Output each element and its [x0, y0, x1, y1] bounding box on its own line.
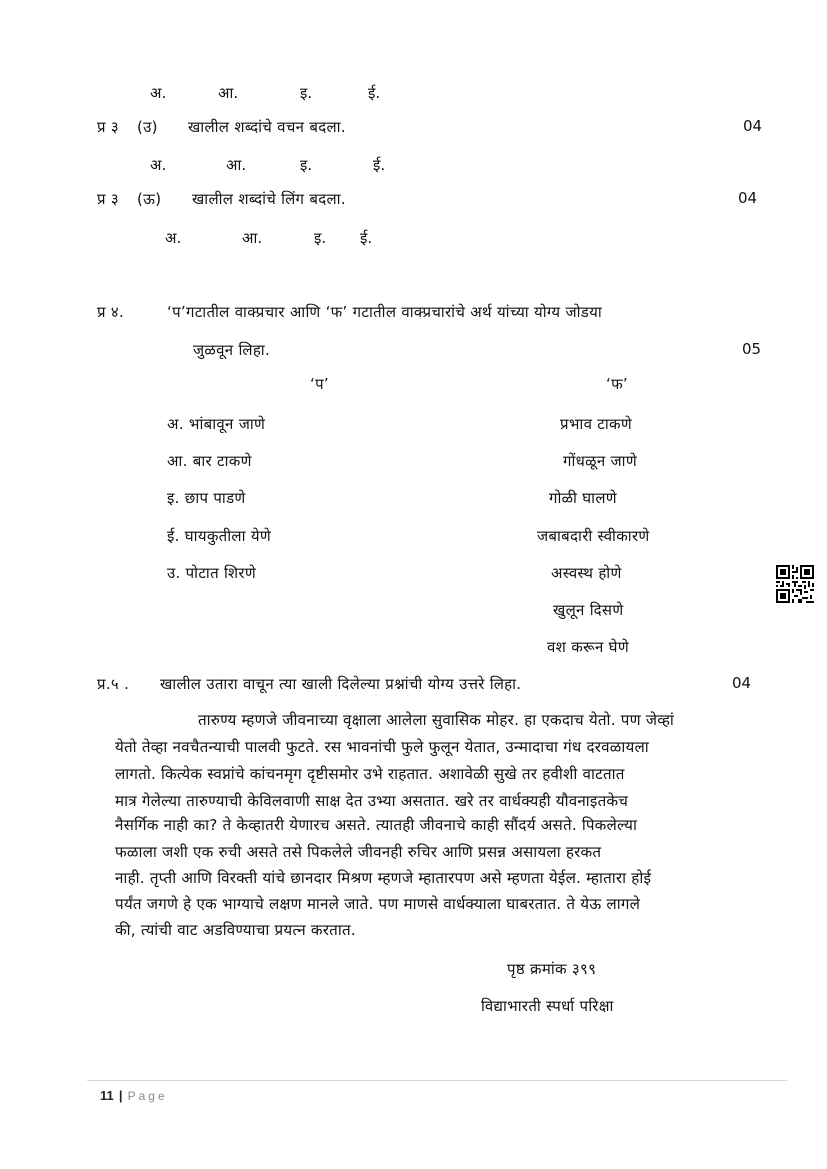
qr-code-icon [776, 565, 814, 603]
page-separator: | [118, 1088, 123, 1103]
column-a-item: ई. घायकुतीला येणे [167, 527, 271, 545]
column-b-item: अस्वस्थ होणे [551, 564, 622, 582]
question-text-line1: ‘प’गटातील वाक्प्रचार आणि ‘फ’ गटातील वाक्प्रचारांचे अर्थ यांच्या योग्य जोडया [167, 303, 603, 321]
page-number: 11 [100, 1088, 114, 1103]
passage-line: लागतो. कित्येक स्वप्नांचे कांचनमृग दृष्टीसमोर उभे राहतात. अशावेळी सुखे तर हवीशी वाटतात [115, 765, 625, 783]
column-a-item: उ. पोटात शिरणे [167, 564, 256, 582]
q3d-option-i: इ. [300, 84, 313, 102]
q3d-option-a: अ. [150, 84, 167, 102]
question-text: खालील शब्दांचे वचन बदला. [188, 118, 346, 136]
passage-line: नैसर्गिक नाही का? ते केव्हातरी येणारच असते. त्यातही जीवनाचे काही सौंदर्य असते. पिकलेल्या [115, 816, 638, 834]
passage-line: फळाला जशी एक रुची असते तसे पिकलेले जीवनही रुचिर आणि प्रसन्न असायला हरकत [115, 843, 602, 861]
question-label: प्र ३ [97, 118, 120, 136]
question-text: खालील शब्दांचे लिंग बदला. [192, 190, 346, 208]
column-b-item: गोंधळून जाणे [563, 452, 638, 470]
column-a-item: इ. छाप पाडणे [167, 489, 246, 507]
passage-line: पर्यंत जगणे हे एक भाग्याचे लक्षण मानले जाते. पण माणसे वार्धक्याला घाबरतात. ते येऊ लागले [115, 895, 641, 913]
question-label: प्र ३ [97, 190, 120, 208]
q3u-option-i: इ. [300, 156, 313, 174]
source-page-number: पृष्ठ क्रमांक ३९९ [507, 960, 597, 978]
column-a-item: आ. बार टाकणे [167, 452, 252, 470]
q3u-option-a: अ. [150, 156, 167, 174]
source-book-title: विद्याभारती स्पर्धा परिक्षा [481, 997, 614, 1015]
question-text: खालील उतारा वाचून त्या खाली दिलेल्या प्रश्नांची योग्य उत्तरे लिहा. [160, 675, 522, 693]
column-a-item: अ. भांबावून जाणे [167, 415, 266, 433]
q3uu-option-ii: ई. [360, 229, 373, 247]
passage-line: नाही. तृप्ती आणि विरक्ती यांचे छानदार मिश्रण म्हणजे म्हातारपण असे म्हणता येईल. म्हातारा होई [115, 869, 652, 887]
column-b-item: खुलून दिसणे [553, 601, 624, 619]
question-label: प्र.५ . [97, 675, 130, 693]
q3d-option-aa: आ. [218, 84, 239, 102]
page-footer [100, 1085, 168, 1104]
column-a-header: ‘प’ [310, 375, 329, 393]
q3d-option-ii: ई. [368, 84, 381, 102]
passage-line: की, त्यांची वाट अडविण्याचा प्रयत्न करतात. [115, 921, 356, 939]
footer-divider [87, 1080, 787, 1081]
q3u-option-ii: ई. [373, 156, 386, 174]
column-b-item: वश करून घेणे [547, 638, 629, 656]
column-b-item: गोळी घालणे [549, 489, 617, 507]
question-text-line2: जुळवून लिहा. [193, 341, 271, 359]
column-b-header: ‘फ’ [606, 375, 629, 393]
question-marks: 04 [743, 117, 763, 135]
column-b-item: जबाबदारी स्वीकारणे [537, 527, 650, 545]
column-b-item: प्रभाव टाकणे [560, 415, 632, 433]
question-label: प्र ४. [97, 303, 125, 321]
passage-line: येतो तेव्हा नवचैतन्याची पालवी फुटते. रस भावनांची फुले फुलून येतात, उन्मादाचा गंध दरवळायला [115, 738, 649, 756]
page-word: Page [127, 1089, 168, 1103]
question-sub-label: (उ) [137, 118, 158, 136]
passage-line: तारुण्य म्हणजे जीवनाच्या वृक्षाला आलेला सुवासिक मोहर. हा एकदाच येतो. पण जेव्हां [198, 711, 675, 729]
q3u-option-aa: आ. [226, 156, 247, 174]
q3uu-option-a: अ. [165, 229, 182, 247]
q3uu-option-i: इ. [314, 229, 327, 247]
question-marks: 04 [732, 674, 752, 692]
passage-line: मात्र गेलेल्या तारुण्याची केविलवाणी साक्ष देत उभ्या असतात. खरे तर वार्धक्यही यौवनाइतकेच [115, 792, 629, 810]
question-marks: 04 [738, 189, 758, 207]
question-sub-label: (ऊ) [137, 190, 162, 208]
question-marks: 05 [742, 340, 762, 358]
q3uu-option-aa: आ. [242, 229, 263, 247]
